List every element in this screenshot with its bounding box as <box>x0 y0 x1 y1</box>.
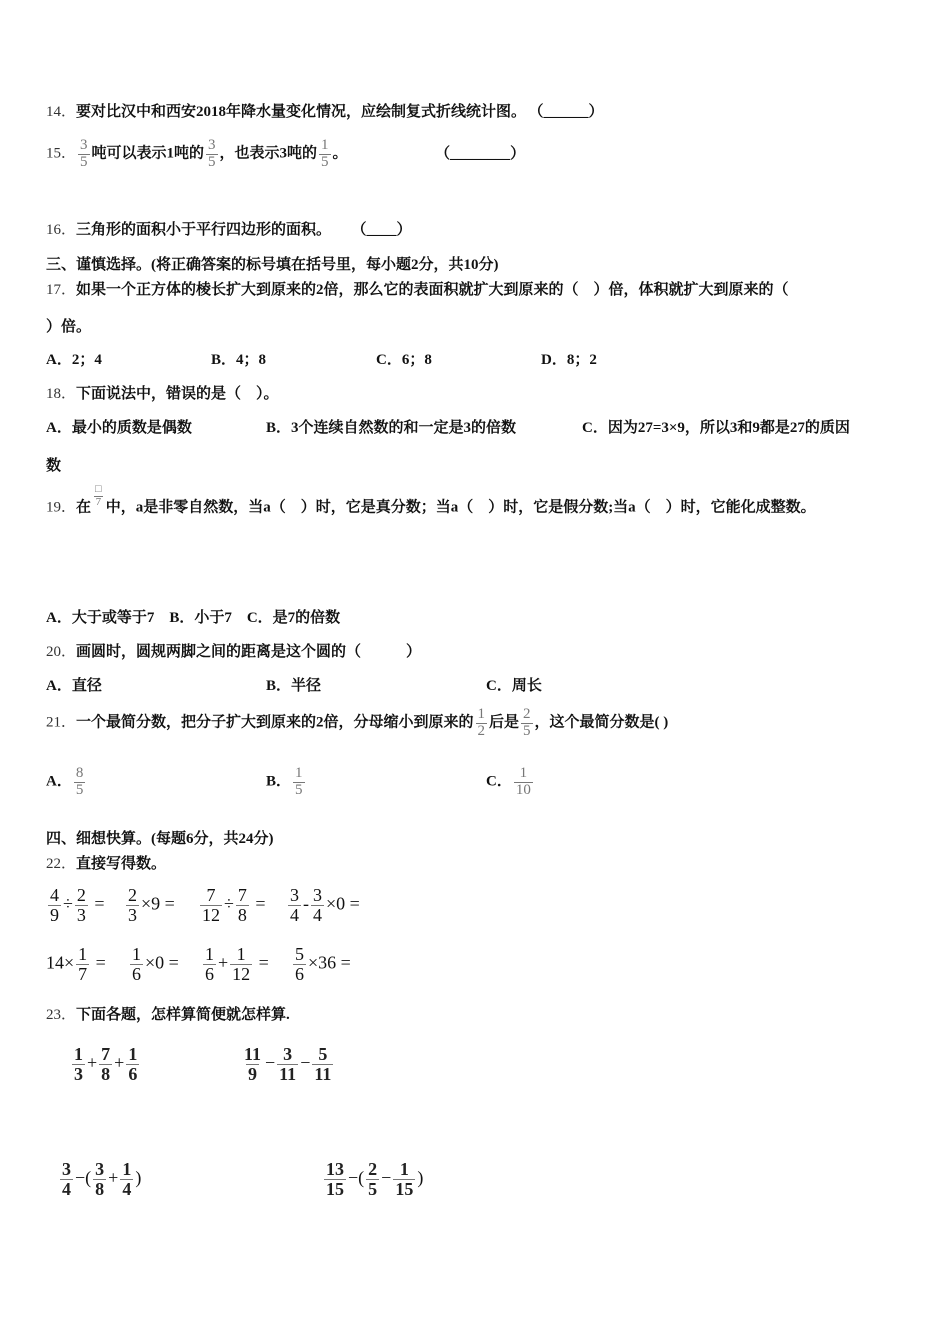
section-heading-3: 三、谨慎选择。(将正确答案的标号填在括号里，每小题2分，共10分) <box>46 257 499 273</box>
text: + <box>218 952 229 973</box>
option-d[interactable]: D．8；2 <box>541 352 597 368</box>
text: ×36 = <box>308 952 351 973</box>
text: 3 <box>208 137 216 153</box>
calc-item <box>124 886 175 925</box>
question-text: 下面说法中，错误的是（ ）。 <box>76 386 279 402</box>
text: 14× <box>46 952 75 973</box>
text: 3 <box>76 904 86 925</box>
fraction <box>319 138 331 171</box>
calc-item <box>286 886 360 925</box>
question-number: 15． <box>46 145 77 162</box>
question-text: 后是 <box>489 714 520 731</box>
fraction <box>130 945 143 984</box>
fraction <box>93 484 104 508</box>
text: = <box>94 893 105 914</box>
question-15 <box>46 138 525 171</box>
text: 12 <box>202 904 220 925</box>
question-21-options <box>46 766 946 806</box>
question-text: 如果一个正方体的棱长扩大到原来的2倍，那么它的表面积就扩大到原来的（ ）倍，体积就扩大到原来的（ <box>76 282 789 298</box>
calc-item <box>201 945 269 984</box>
text: 2 <box>368 1159 378 1179</box>
option-c-cont: 数 <box>46 458 62 474</box>
question-22 <box>46 855 166 873</box>
option-a[interactable]: A．2；4 <box>46 352 102 368</box>
expression-1 <box>70 1045 141 1084</box>
text: 5 <box>318 1044 328 1064</box>
fraction <box>60 1160 73 1199</box>
question-17 <box>46 281 789 299</box>
answer-blank[interactable]: （______） <box>536 104 604 120</box>
question-19-options: A．大于或等于7 B．小于7 C．是7的倍数 <box>46 610 341 626</box>
text: 1 <box>122 1159 132 1179</box>
text: 5 <box>75 781 84 798</box>
fraction <box>75 886 88 925</box>
fraction <box>324 1160 346 1199</box>
text: 8 <box>75 765 84 781</box>
question-text: ，也表示3吨的 <box>219 145 318 162</box>
text: = <box>258 952 269 973</box>
calc-item <box>291 945 351 984</box>
text: 11 <box>244 1044 262 1064</box>
question-number: 21． <box>46 714 77 731</box>
fraction <box>203 945 216 984</box>
text: 13 <box>326 1159 344 1179</box>
text: 4 <box>313 904 322 925</box>
question-19 <box>46 483 816 520</box>
text: − <box>265 1052 276 1073</box>
question-number: 14． <box>46 104 77 120</box>
text: 6 <box>205 963 214 984</box>
calc-item <box>198 886 266 925</box>
text: □ <box>95 483 102 495</box>
calc-row-1 <box>46 886 946 932</box>
fraction <box>293 945 306 984</box>
question-16 <box>46 221 412 239</box>
fraction <box>74 766 86 799</box>
fraction <box>126 886 139 925</box>
text: 3 <box>74 1063 83 1084</box>
text: 15 <box>326 1178 344 1199</box>
text: 6 <box>128 1063 138 1084</box>
calc-row-2 <box>46 945 946 991</box>
text: 7 <box>237 885 247 905</box>
answer-blank[interactable]: （________） <box>442 145 526 162</box>
text: 1 <box>78 944 88 964</box>
text: 4 <box>50 885 59 905</box>
text: 15 <box>395 1178 414 1199</box>
text: = <box>255 893 266 914</box>
text: 4 <box>62 1178 71 1199</box>
text: ÷ <box>63 893 73 914</box>
text: B． <box>266 773 292 790</box>
option-c[interactable] <box>486 766 535 799</box>
option-a[interactable]: A．最小的质数是偶数 <box>46 420 192 436</box>
text: 5 <box>208 153 216 170</box>
text: 7 <box>101 1044 111 1064</box>
fraction <box>293 766 305 799</box>
text: C． <box>486 773 512 790</box>
question-number: 18． <box>46 386 77 402</box>
fraction <box>521 707 533 740</box>
question-number: 20． <box>46 644 77 660</box>
text: 1 <box>519 765 528 781</box>
fraction <box>311 886 324 925</box>
text: + <box>108 1167 119 1188</box>
text: 4 <box>290 904 299 925</box>
text: ×0 = <box>326 893 360 914</box>
question-text: 要对比汉中和西安2018年降水量变化情况，应绘制复式折线统计图。 <box>76 104 527 120</box>
question-text: 在 <box>76 499 92 516</box>
fraction <box>120 1160 133 1199</box>
text: - <box>303 893 309 914</box>
question-number: 16． <box>46 222 77 238</box>
expression-4 <box>322 1160 423 1199</box>
question-text: 吨可以表示1吨的 <box>91 145 205 162</box>
text: 3 <box>128 904 137 925</box>
text: 1 <box>399 1159 409 1179</box>
fraction <box>366 1160 379 1199</box>
text: ) <box>135 1167 142 1188</box>
text: 1 <box>132 944 141 964</box>
text: 5 <box>321 153 329 170</box>
text: −( <box>75 1167 92 1188</box>
question-number: 19． <box>46 499 77 516</box>
fraction <box>277 1045 298 1084</box>
question-text: 三角形的面积小于平行四边形的面积。 <box>76 222 332 238</box>
text: = <box>95 952 106 973</box>
fraction <box>72 1045 85 1084</box>
question-text: 中，a是非零自然数，当a（ ）时，它是真分数；当a（ ）时，它是假分数;当a（ ）时，它能化成整数。 <box>105 499 816 516</box>
text: 8 <box>101 1063 111 1084</box>
section-heading-4: 四、细想快算。(每题6分，共24分) <box>46 831 274 847</box>
option-b[interactable]: B．半径 <box>266 678 322 694</box>
option-c[interactable]: C．6；8 <box>376 352 432 368</box>
text: 3 <box>290 885 299 905</box>
question-text: ，这个最简分数是( ) <box>534 714 669 731</box>
question-text: 下面各题，怎样算简便就怎样算. <box>76 1007 290 1023</box>
text: 9 <box>50 904 59 925</box>
question-20 <box>46 643 421 661</box>
question-21 <box>46 707 668 740</box>
question-14 <box>46 103 604 121</box>
text: ) <box>417 1167 424 1188</box>
text: 2 <box>128 885 137 905</box>
calc-item <box>46 886 105 925</box>
text: 5 <box>523 722 531 739</box>
question-text-cont: ）倍。 <box>46 319 92 335</box>
text: + <box>114 1052 125 1073</box>
text: 1 <box>205 944 214 964</box>
text: 1 <box>74 1044 83 1064</box>
option-a[interactable]: A．直径 <box>46 678 102 694</box>
text: 12 <box>232 963 251 984</box>
text: 8 <box>237 904 247 925</box>
text: 7 <box>206 885 216 905</box>
text: 2 <box>523 706 531 722</box>
fraction <box>76 945 89 984</box>
text: ×9 = <box>141 893 175 914</box>
option-c[interactable]: C．因为27=3×9，所以3和9都是27的质因 <box>582 420 850 436</box>
expression-2 <box>240 1045 335 1084</box>
answer-blank[interactable]: （____） <box>359 222 412 238</box>
option-b[interactable]: B．4；8 <box>211 352 267 368</box>
text: 3 <box>80 137 88 153</box>
fraction <box>200 886 222 925</box>
text: 1 <box>321 137 329 153</box>
fraction <box>393 1160 415 1199</box>
text: 3 <box>62 1159 71 1179</box>
fraction <box>78 138 90 171</box>
text: 3 <box>95 1159 105 1179</box>
text: 6 <box>132 963 141 984</box>
option-b[interactable] <box>266 766 307 799</box>
fraction <box>288 886 301 925</box>
text: 2 <box>477 722 486 739</box>
fraction <box>48 886 61 925</box>
text: 1 <box>128 1044 138 1064</box>
text: A． <box>46 773 72 790</box>
text: 8 <box>95 1178 105 1199</box>
text: − <box>381 1167 392 1188</box>
fraction <box>93 1160 106 1199</box>
fraction <box>206 138 218 171</box>
text: 4 <box>122 1178 132 1199</box>
text: 5 <box>295 781 303 798</box>
fraction <box>99 1045 112 1084</box>
question-number: 23． <box>46 1007 77 1023</box>
fraction <box>126 1045 139 1084</box>
text: 2 <box>76 885 86 905</box>
text: 1 <box>295 765 303 781</box>
text: 10 <box>515 781 531 798</box>
question-text: 直接写得数。 <box>76 856 167 872</box>
question-text: 。 <box>332 145 348 162</box>
fraction <box>230 945 252 984</box>
text: 6 <box>295 963 304 984</box>
question-number: 17． <box>46 282 77 298</box>
fraction <box>242 1045 263 1084</box>
text: 5 <box>295 944 304 964</box>
question-text: 画圆时，圆规两脚之间的距离是这个圆的（ ） <box>76 644 422 660</box>
question-text: 一个最简分数，把分子扩大到原来的2倍，分母缩小到原来的 <box>76 714 474 731</box>
text: ÷ <box>224 893 234 914</box>
fraction <box>236 886 249 925</box>
option-b[interactable]: B．3个连续自然数的和一定是3的倍数 <box>266 420 517 436</box>
fraction <box>514 766 533 799</box>
text: 1 <box>477 706 486 722</box>
text: 3 <box>283 1044 293 1064</box>
text: −( <box>348 1167 365 1188</box>
option-c[interactable]: C．周长 <box>486 678 542 694</box>
option-a[interactable] <box>46 766 87 799</box>
text: 1 <box>236 944 246 964</box>
text: 5 <box>80 153 88 170</box>
text: 5 <box>368 1178 378 1199</box>
fraction <box>312 1045 333 1084</box>
text: 7 <box>95 495 102 508</box>
text: 9 <box>248 1063 257 1084</box>
text: 11 <box>279 1063 297 1084</box>
text: ×0 = <box>145 952 179 973</box>
question-23 <box>46 1006 290 1024</box>
calc-item <box>128 945 179 984</box>
calc-item <box>46 945 106 984</box>
text: + <box>87 1052 98 1073</box>
fraction <box>476 707 488 740</box>
text: 11 <box>314 1063 332 1084</box>
text: 3 <box>313 885 322 905</box>
text: − <box>300 1052 311 1073</box>
expression-3 <box>58 1160 141 1199</box>
text: 7 <box>78 963 88 984</box>
question-number: 22． <box>46 856 77 872</box>
question-18 <box>46 385 279 403</box>
